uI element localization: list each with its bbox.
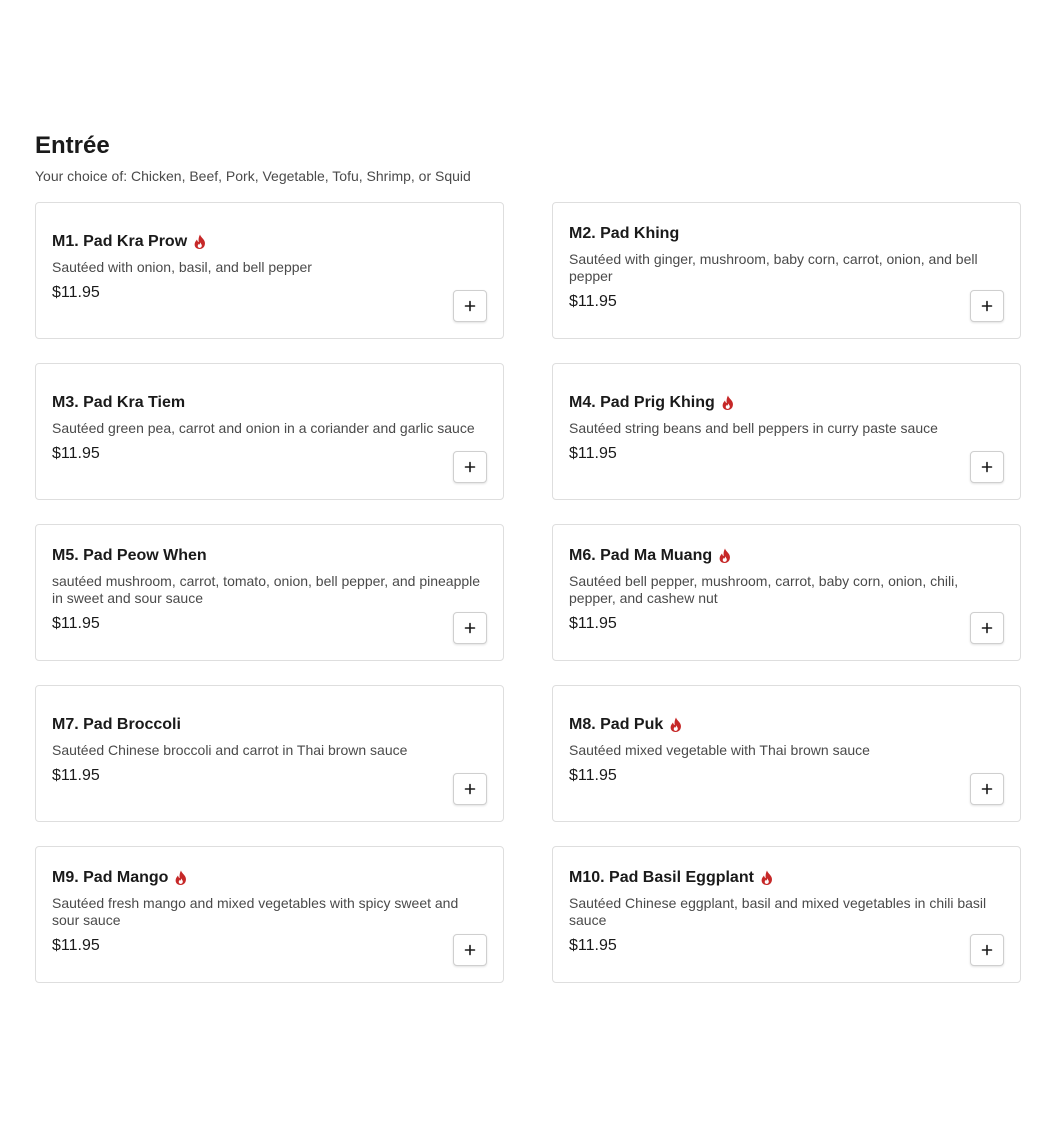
menu-item-price: $11.95 xyxy=(569,936,617,954)
menu-item-card[interactable] xyxy=(552,202,1021,339)
menu-item-body xyxy=(569,392,1004,471)
section-title: Entrée xyxy=(35,132,110,159)
spicy-flame-icon xyxy=(669,717,683,733)
spicy-flame-icon xyxy=(721,395,735,411)
menu-item-body xyxy=(52,867,487,963)
plus-icon xyxy=(981,622,993,634)
plus-icon xyxy=(464,461,476,473)
menu-item-card[interactable] xyxy=(35,685,504,822)
menu-item-body xyxy=(52,231,487,310)
menu-item-card[interactable] xyxy=(35,524,504,661)
menu-item-price: $11.95 xyxy=(569,292,617,310)
menu-item-card[interactable] xyxy=(552,685,1021,822)
menu-item-description: Sautéed bell pepper, mushroom, carrot, baby corn, onion, chili, pepper, and cashew nut xyxy=(569,572,959,606)
menu-item-name: M3. Pad Kra Tiem xyxy=(52,394,186,411)
menu-item-card[interactable] xyxy=(552,363,1021,500)
plus-icon xyxy=(981,461,993,473)
menu-item-title xyxy=(52,545,487,567)
add-to-order-button[interactable] xyxy=(970,451,1004,483)
menu-item-title xyxy=(52,867,487,889)
menu-item-description: Sautéed Chinese broccoli and carrot in Thai brown sauce xyxy=(52,742,408,758)
spicy-flame-icon xyxy=(174,870,188,886)
menu-item-name: M1. Pad Kra Prow xyxy=(52,233,188,250)
menu-item-title xyxy=(52,231,487,253)
menu-item-card[interactable] xyxy=(552,524,1021,661)
menu-item-description: Sautéed with onion, basil, and bell pepper xyxy=(52,259,312,275)
menu-item-name: M7. Pad Broccoli xyxy=(52,716,181,733)
section-subtitle: Your choice of: Chicken, Beef, Pork, Vegetable, Tofu, Shrimp, or Squid xyxy=(35,168,471,184)
menu-item-name: M2. Pad Khing xyxy=(569,224,680,242)
menu-item-description: Sautéed string beans and bell peppers in curry paste sauce xyxy=(569,420,938,436)
menu-item-body xyxy=(52,392,487,471)
plus-icon xyxy=(464,783,476,795)
menu-item-title xyxy=(569,545,1004,567)
add-to-order-button[interactable] xyxy=(453,934,487,966)
menu-item-title xyxy=(52,392,487,414)
menu-item-description: Sautéed Chinese eggplant, basil and mixed vegetables in chili basil sauce xyxy=(569,894,987,928)
menu-item-title xyxy=(52,714,487,736)
menu-item-name: M9. Pad Mango xyxy=(52,868,169,886)
menu-item-price: $11.95 xyxy=(52,614,100,632)
menu-item-title xyxy=(569,392,1004,414)
menu-item-body xyxy=(569,714,1004,793)
add-to-order-button[interactable] xyxy=(453,290,487,322)
entree-section xyxy=(35,130,1021,954)
menu-item-body xyxy=(569,867,1004,963)
menu-item-description: Sautéed fresh mango and mixed vegetables with spicy sweet and sour sauce xyxy=(52,894,459,928)
menu-item-body xyxy=(569,545,1004,641)
menu-item-body xyxy=(52,714,487,793)
menu-item-title xyxy=(569,714,1004,736)
menu-item-name: M4. Pad Prig Khing xyxy=(569,394,715,411)
plus-icon xyxy=(981,300,993,312)
add-to-order-button[interactable] xyxy=(453,451,487,483)
menu-item-description: sautéed mushroom, carrot, tomato, onion, bell pepper, and pineapple in sweet and sour sauce xyxy=(52,572,481,606)
spicy-flame-icon xyxy=(718,548,732,564)
menu-item-name: M6. Pad Ma Muang xyxy=(569,546,713,564)
menu-item-price: $11.95 xyxy=(52,767,100,784)
add-to-order-button[interactable] xyxy=(970,612,1004,644)
plus-icon xyxy=(981,944,993,956)
menu-item-name: M5. Pad Peow When xyxy=(52,546,207,564)
menu-item-card[interactable] xyxy=(35,202,504,339)
menu-item-price: $11.95 xyxy=(52,445,100,462)
plus-icon xyxy=(464,622,476,634)
spicy-flame-icon xyxy=(760,870,774,886)
menu-item-body xyxy=(52,545,487,641)
menu-item-price: $11.95 xyxy=(569,445,617,462)
menu-item-body xyxy=(569,223,1004,319)
menu-item-card[interactable] xyxy=(552,846,1021,983)
menu-item-price: $11.95 xyxy=(569,614,617,632)
menu-item-card[interactable] xyxy=(35,363,504,500)
add-to-order-button[interactable] xyxy=(970,290,1004,322)
menu-item-price: $11.95 xyxy=(52,936,100,954)
add-to-order-button[interactable] xyxy=(453,773,487,805)
add-to-order-button[interactable] xyxy=(453,612,487,644)
spicy-flame-icon xyxy=(193,234,207,250)
menu-item-title xyxy=(569,223,1004,245)
menu-item-description: Sautéed mixed vegetable with Thai brown sauce xyxy=(569,742,870,758)
menu-item-name: M10. Pad Basil Eggplant xyxy=(569,868,754,886)
menu-item-description: Sautéed with ginger, mushroom, baby corn, carrot, onion, and bell pepper xyxy=(569,250,978,284)
menu-grid xyxy=(35,202,1021,983)
menu-item-description: Sautéed green pea, carrot and onion in a coriander and garlic sauce xyxy=(52,420,475,436)
plus-icon xyxy=(464,300,476,312)
add-to-order-button[interactable] xyxy=(970,934,1004,966)
menu-item-price: $11.95 xyxy=(52,284,100,301)
menu-item-title xyxy=(569,867,1004,889)
add-to-order-button[interactable] xyxy=(970,773,1004,805)
menu-item-card[interactable] xyxy=(35,846,504,983)
menu-item-price: $11.95 xyxy=(569,767,617,784)
menu-item-name: M8. Pad Puk xyxy=(569,716,664,733)
plus-icon xyxy=(981,783,993,795)
plus-icon xyxy=(464,944,476,956)
